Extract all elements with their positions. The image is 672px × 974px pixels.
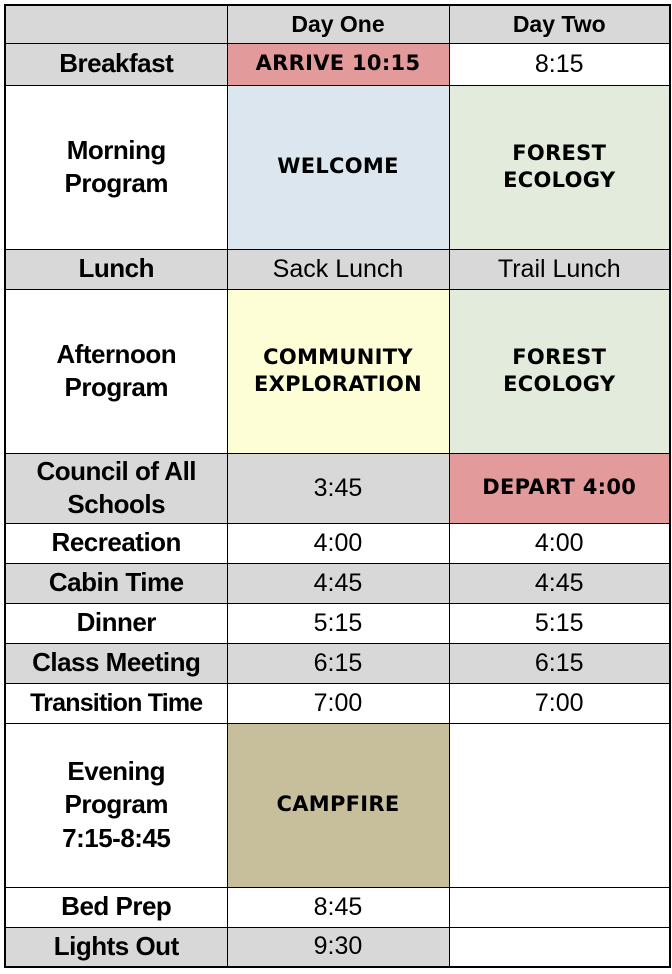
day1-transition-time: 7:00 (227, 683, 449, 723)
label-lunch: Lunch (5, 249, 227, 289)
label-evening-program (5, 723, 227, 887)
day1-evening-program: CAMPFIRE (227, 723, 449, 887)
label-line: Morning (66, 134, 166, 165)
day2-lights-out (449, 927, 670, 967)
day2-recreation: 4:00 (449, 523, 670, 563)
row-breakfast (5, 43, 670, 85)
day1-cabin-time: 4:45 (227, 563, 449, 603)
day1-breakfast: ARRIVE 10:15 (227, 43, 449, 85)
program-line: ECOLOGY (503, 168, 616, 192)
label-line: Schools (67, 489, 166, 519)
program-line: FOREST (512, 344, 607, 369)
day2-transition-time: 7:00 (449, 683, 670, 723)
row-lights-out (5, 927, 670, 967)
day1-afternoon-program (227, 289, 449, 453)
header-day-two: Day Two (449, 5, 670, 43)
day1-class-meeting: 6:15 (227, 643, 449, 683)
schedule-table (4, 4, 671, 968)
header-row (5, 5, 670, 43)
day2-council: DEPART 4:00 (449, 453, 670, 523)
label-morning-program (5, 85, 227, 249)
label-cabin-time: Cabin Time (5, 563, 227, 603)
program-line: COMMUNITY (263, 344, 413, 369)
day2-bed-prep (449, 887, 670, 927)
day2-morning-program (449, 85, 670, 249)
row-morning-program (5, 85, 670, 249)
row-bed-prep (5, 887, 670, 927)
day2-lunch: Trail Lunch (449, 249, 670, 289)
label-lights-out: Lights Out (5, 927, 227, 967)
day1-morning-program: WELCOME (227, 85, 449, 249)
program-line: ECOLOGY (503, 372, 616, 396)
label-line: Afternoon (56, 338, 177, 369)
label-breakfast: Breakfast (5, 43, 227, 85)
row-evening-program (5, 723, 670, 887)
label-dinner: Dinner (5, 603, 227, 643)
row-afternoon-program (5, 289, 670, 453)
day1-bed-prep: 8:45 (227, 887, 449, 927)
label-recreation: Recreation (5, 523, 227, 563)
day1-lights-out: 9:30 (227, 927, 449, 967)
row-recreation (5, 523, 670, 563)
row-class-meeting (5, 643, 670, 683)
day1-recreation: 4:00 (227, 523, 449, 563)
header-corner (5, 5, 227, 43)
day2-class-meeting: 6:15 (449, 643, 670, 683)
label-afternoon-program (5, 289, 227, 453)
label-bed-prep: Bed Prep (5, 887, 227, 927)
label-line: Council of All (36, 455, 197, 486)
row-lunch (5, 249, 670, 289)
day2-dinner: 5:15 (449, 603, 670, 643)
program-line: FOREST (512, 140, 607, 165)
day2-cabin-time: 4:45 (449, 563, 670, 603)
row-cabin-time (5, 563, 670, 603)
label-line: Program (64, 372, 168, 402)
label-council (5, 453, 227, 523)
label-line: Evening (67, 756, 166, 787)
day1-dinner: 5:15 (227, 603, 449, 643)
label-line: Program (64, 168, 168, 198)
label-transition-time: Transition Time (5, 683, 227, 723)
row-council (5, 453, 670, 523)
label-line: Program (64, 789, 168, 820)
day1-lunch: Sack Lunch (227, 249, 449, 289)
header-day-one: Day One (227, 5, 449, 43)
day2-evening-program (449, 723, 670, 887)
day2-breakfast: 8:15 (449, 43, 670, 85)
label-class-meeting: Class Meeting (5, 643, 227, 683)
day2-afternoon-program (449, 289, 670, 453)
program-line: EXPLORATION (253, 372, 423, 396)
row-transition-time (5, 683, 670, 723)
day1-council: 3:45 (227, 453, 449, 523)
row-dinner (5, 603, 670, 643)
label-line: 7:15-8:45 (62, 822, 171, 853)
